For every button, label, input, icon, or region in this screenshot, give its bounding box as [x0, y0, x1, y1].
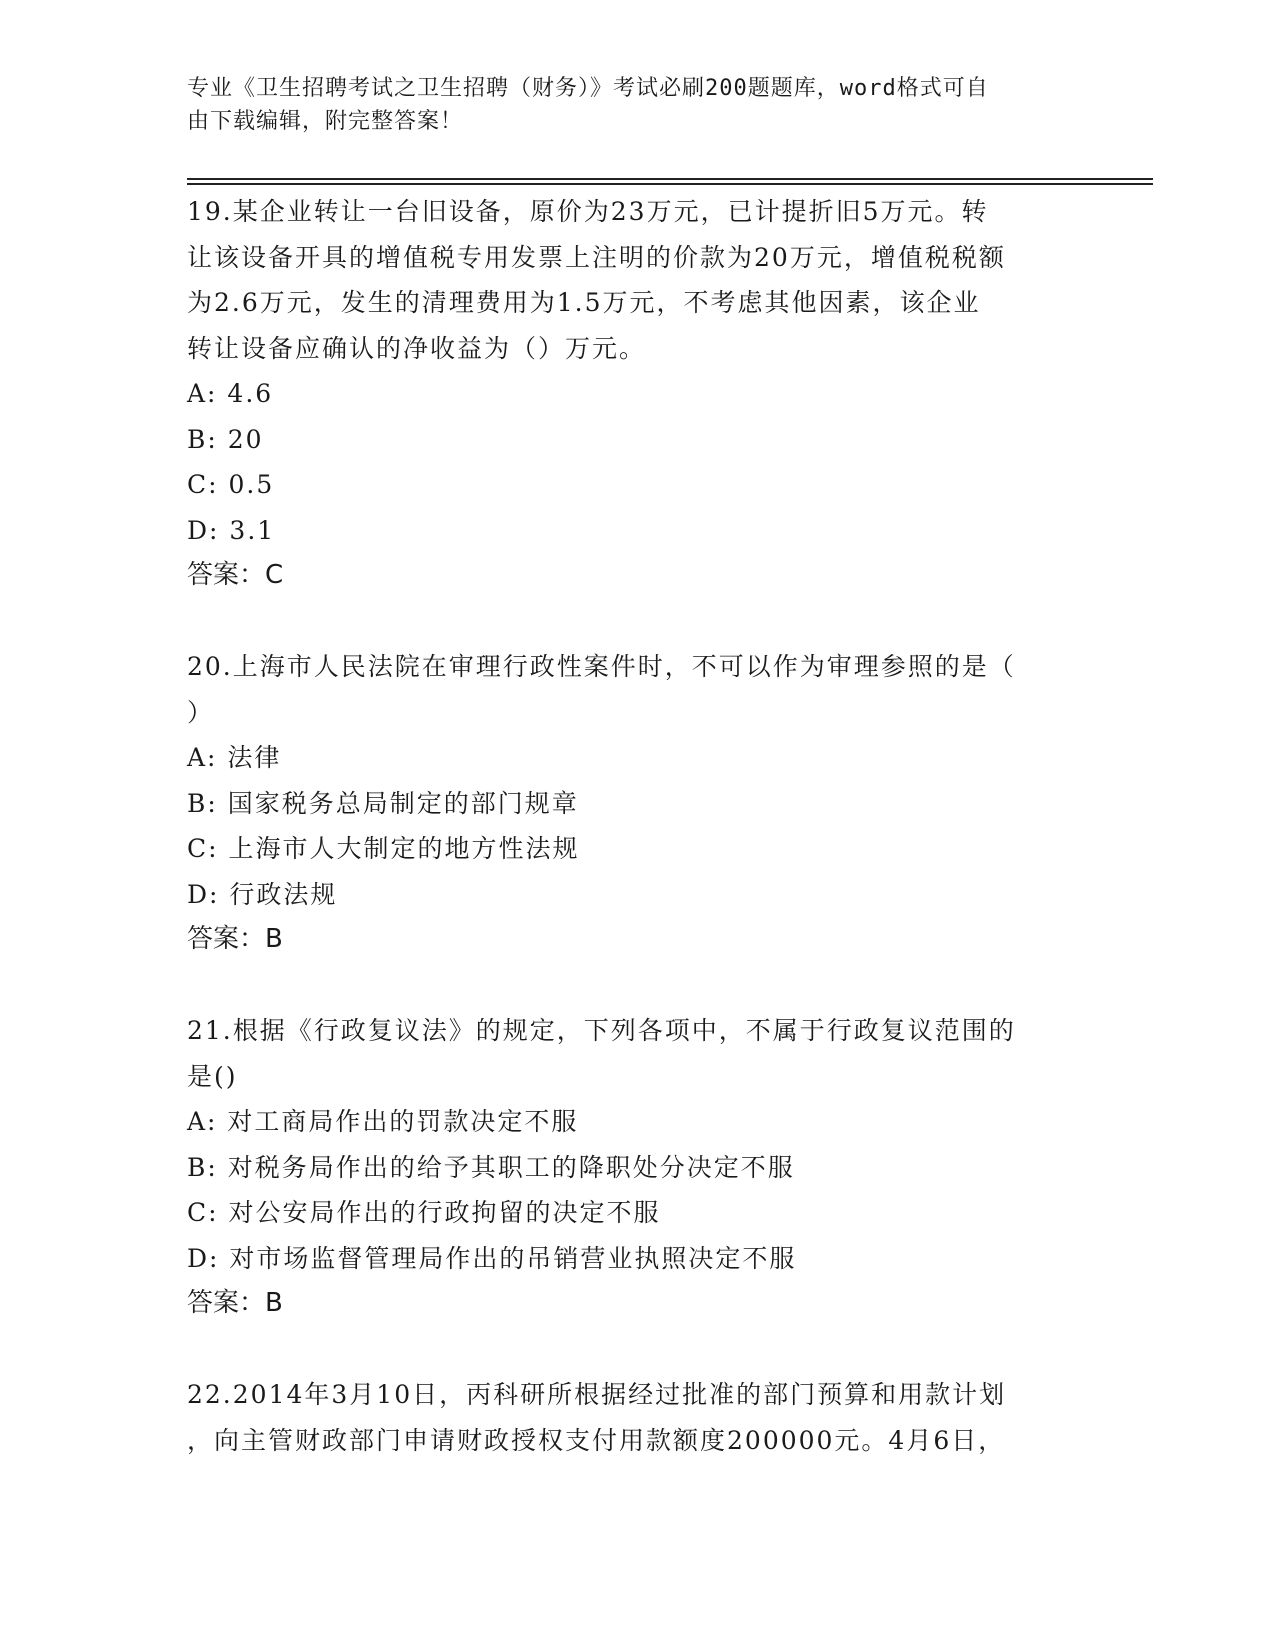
header-divider-bottom	[187, 183, 1153, 185]
question-stem-line: 22.2014年3月10日，丙科研所根据经过批准的部门预算和用款计划	[187, 1380, 1007, 1409]
answer-label: 答案：C	[187, 560, 284, 590]
question-19	[187, 189, 1087, 599]
question-spacer	[187, 599, 1087, 645]
question-stem-line: 转让设备应确认的净收益为（）万元。	[187, 333, 647, 363]
question-stem-line: 21.根据《行政复议法》的规定，下列各项中，不属于行政复议范围的	[187, 1016, 1016, 1045]
question-stem-line: 20.上海市人民法院在审理行政性案件时，不可以作为审理参照的是（	[187, 652, 1016, 681]
option-a: A: 对工商局作出的罚款决定不服	[187, 1107, 579, 1136]
question-stem-line: 是()	[187, 1061, 238, 1091]
answer-label: 答案：B	[187, 924, 283, 954]
question-stem-line: 为2.6万元，发生的清理费用为1.5万元，不考虑其他因素，该企业	[187, 288, 981, 317]
question-spacer	[187, 1327, 1087, 1373]
question-stem-line: ，向主管财政部门申请财政授权支付用款额度200000元。4月6日，	[187, 1425, 1006, 1455]
question-21	[187, 1008, 1087, 1327]
question-stem-line: 让该设备开具的增值税专用发票上注明的价款为20万元，增值税税额	[187, 242, 1006, 272]
header-divider-top	[187, 178, 1153, 180]
question-list	[187, 189, 1087, 1463]
option-c: C: 上海市人大制定的地方性法规	[187, 834, 580, 863]
header-line-2: 由下载编辑，附完整答案！	[187, 109, 464, 134]
option-d: D: 行政法规	[187, 879, 338, 909]
option-c: C: 0.5	[187, 470, 275, 499]
question-22	[187, 1372, 1087, 1463]
question-stem-line: ）	[187, 697, 215, 727]
question-stem-line: 19.某企业转让一台旧设备，原价为23万元，已计提折旧5万元。转	[187, 197, 989, 226]
option-d: D: 3.1	[187, 515, 276, 545]
option-d: D: 对市场监督管理局作出的吊销营业执照决定不服	[187, 1243, 797, 1273]
option-a: A: 4.6	[187, 379, 274, 408]
option-b: B: 国家税务总局制定的部门规章	[187, 788, 579, 818]
question-20	[187, 644, 1087, 963]
option-c: C: 对公安局作出的行政拘留的决定不服	[187, 1198, 661, 1227]
option-b: B: 20	[187, 424, 264, 454]
question-spacer	[187, 963, 1087, 1009]
answer-label: 答案：B	[187, 1288, 283, 1318]
header-line-1: 专业《卫生招聘考试之卫生招聘（财务）》考试必刷200题题库，word格式可自	[187, 76, 989, 101]
option-b: B: 对税务局作出的给予其职工的降职处分决定不服	[187, 1152, 795, 1182]
option-a: A: 法律	[187, 743, 282, 772]
document-header	[187, 72, 1087, 138]
